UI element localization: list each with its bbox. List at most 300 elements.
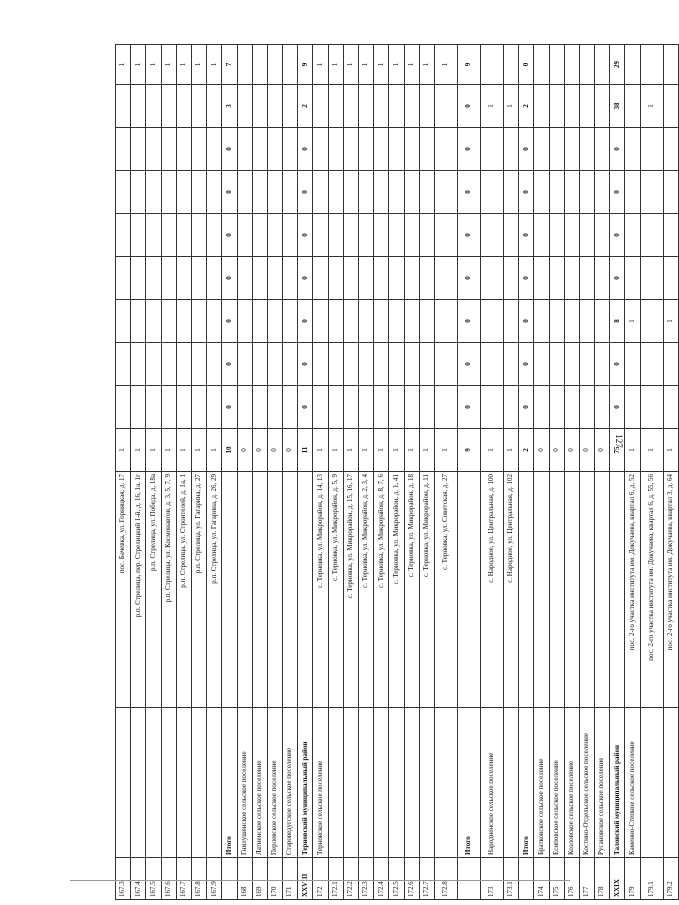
table-row	[564, 45, 579, 900]
table-row	[503, 45, 518, 900]
value-cell: 1	[343, 45, 358, 85]
value-cell	[359, 343, 374, 386]
value-cell	[595, 257, 610, 300]
value-cell: 0	[610, 214, 625, 257]
value-cell	[328, 386, 343, 429]
value-cell	[146, 85, 161, 128]
value-cell	[564, 171, 579, 214]
value-cell	[625, 386, 640, 429]
value-cell	[503, 257, 518, 300]
value-cell: 0	[457, 300, 480, 343]
value-cell	[404, 214, 419, 257]
value-cell	[534, 386, 549, 429]
table-row	[207, 45, 222, 900]
value-cell	[503, 386, 518, 429]
address-cell: с. Народное, ул. Центральная, д. 100	[480, 472, 503, 708]
value-cell	[131, 386, 146, 429]
value-cell: 0	[222, 128, 237, 171]
value-cell	[549, 128, 564, 171]
value-cell	[176, 300, 191, 343]
value-cell: 1	[404, 429, 419, 472]
table-row	[116, 45, 131, 900]
value-cell	[161, 257, 176, 300]
row-number-cell: 167.6	[161, 858, 176, 900]
value-cell: 3	[222, 85, 237, 128]
value-cell	[549, 45, 564, 85]
row-number-cell: XXVIII	[298, 858, 313, 900]
settlement-name-cell: Каменно-Степное сельское поселение	[625, 708, 640, 858]
value-cell	[313, 171, 328, 214]
value-cell	[625, 45, 640, 85]
address-cell: р.п. Стрелица, пер. Стрелицкий 1-й, д. 16, 1а, 1г	[131, 472, 146, 708]
value-cell: 0	[298, 386, 313, 429]
settlement-name-cell	[419, 708, 434, 858]
address-cell	[267, 472, 282, 708]
value-cell	[434, 85, 457, 128]
value-cell: 1	[131, 45, 146, 85]
value-cell	[146, 386, 161, 429]
value-cell	[343, 128, 358, 171]
value-cell	[595, 386, 610, 429]
value-cell	[116, 214, 131, 257]
table-row	[343, 45, 358, 900]
value-cell	[579, 128, 594, 171]
housing-table	[115, 44, 679, 900]
value-cell	[267, 386, 282, 429]
value-cell: 1	[359, 45, 374, 85]
value-cell	[343, 343, 358, 386]
value-cell: 1	[313, 429, 328, 472]
value-cell	[313, 257, 328, 300]
row-number-cell: 173.1	[503, 858, 518, 900]
value-cell	[343, 386, 358, 429]
row-number-cell: 172.7	[419, 858, 434, 900]
row-number-cell: 178	[595, 858, 610, 900]
value-cell	[579, 214, 594, 257]
value-cell: 2	[519, 429, 534, 472]
settlement-name-cell	[434, 708, 457, 858]
address-cell	[298, 472, 313, 708]
value-cell: 1	[191, 45, 206, 85]
address-cell	[222, 472, 237, 708]
settlement-name-cell	[663, 708, 678, 858]
value-cell: 0	[237, 429, 252, 472]
value-cell	[419, 300, 434, 343]
value-cell	[595, 171, 610, 214]
address-cell: р.п. Стрелица, ул. Победа, д. 18а	[146, 472, 161, 708]
value-cell: 0	[457, 257, 480, 300]
value-cell	[161, 214, 176, 257]
value-cell	[549, 257, 564, 300]
table-row	[252, 45, 267, 900]
value-cell	[146, 300, 161, 343]
value-cell: 1	[434, 45, 457, 85]
row-number-cell: 175	[549, 858, 564, 900]
value-cell: 1	[176, 45, 191, 85]
settlement-name-cell	[328, 708, 343, 858]
address-cell	[519, 472, 534, 708]
value-cell: 0	[222, 214, 237, 257]
value-cell	[191, 300, 206, 343]
value-cell	[640, 343, 663, 386]
value-cell	[663, 386, 678, 429]
value-cell: 1	[343, 429, 358, 472]
value-cell	[207, 85, 222, 128]
table-row	[298, 45, 313, 900]
value-cell	[549, 85, 564, 128]
value-cell	[579, 85, 594, 128]
value-cell	[328, 171, 343, 214]
value-cell	[374, 343, 389, 386]
value-cell	[131, 300, 146, 343]
value-cell	[176, 214, 191, 257]
page-number: 127	[614, 434, 624, 448]
value-cell: 1	[161, 429, 176, 472]
value-cell: 1	[419, 45, 434, 85]
settlement-name-cell: Таловский муниципальный район	[610, 708, 625, 858]
value-cell: 1	[207, 45, 222, 85]
value-cell	[625, 128, 640, 171]
table-row	[267, 45, 282, 900]
settlement-name-cell: Терновское сельское поселение	[313, 708, 328, 858]
value-cell	[434, 128, 457, 171]
value-cell	[625, 214, 640, 257]
row-number-cell: 172.4	[374, 858, 389, 900]
value-cell	[434, 300, 457, 343]
value-cell	[434, 257, 457, 300]
value-cell	[663, 128, 678, 171]
value-cell	[328, 343, 343, 386]
value-cell	[191, 85, 206, 128]
settlement-name-cell	[176, 708, 191, 858]
value-cell: 1	[389, 45, 404, 85]
value-cell	[237, 386, 252, 429]
value-cell	[434, 343, 457, 386]
row-number-cell: 173	[480, 858, 503, 900]
value-cell: 0	[457, 343, 480, 386]
value-cell	[434, 214, 457, 257]
value-cell	[419, 257, 434, 300]
value-cell	[503, 45, 518, 85]
address-cell	[283, 472, 298, 708]
value-cell	[283, 300, 298, 343]
settlement-name-cell: Староведугское сельское поселение	[283, 708, 298, 858]
value-cell: 0	[610, 386, 625, 429]
value-cell	[534, 45, 549, 85]
value-cell	[640, 300, 663, 343]
value-cell	[191, 257, 206, 300]
settlement-name-cell: Народненское сельское поселение	[480, 708, 503, 858]
value-cell: 1	[313, 45, 328, 85]
value-cell	[549, 171, 564, 214]
value-cell	[161, 128, 176, 171]
value-cell	[564, 45, 579, 85]
address-cell	[534, 472, 549, 708]
value-cell	[359, 85, 374, 128]
value-cell	[579, 171, 594, 214]
value-cell	[534, 85, 549, 128]
value-cell	[564, 386, 579, 429]
value-cell	[343, 214, 358, 257]
value-cell: 0	[222, 386, 237, 429]
settlement-name-cell: Братковское сельское поселение	[534, 708, 549, 858]
table-row	[519, 45, 534, 900]
value-cell: 1	[116, 429, 131, 472]
value-cell	[579, 257, 594, 300]
settlement-name-cell	[131, 708, 146, 858]
value-cell: 1	[146, 45, 161, 85]
address-cell: с. Терновка, ул. Советская, д. 27	[434, 472, 457, 708]
value-cell	[579, 343, 594, 386]
footer-rule	[70, 880, 570, 882]
value-cell: 1	[176, 429, 191, 472]
settlement-name-cell	[207, 708, 222, 858]
value-cell	[237, 214, 252, 257]
value-cell: 2	[519, 85, 534, 128]
settlement-name-cell	[359, 708, 374, 858]
settlement-name-cell	[116, 708, 131, 858]
value-cell	[359, 300, 374, 343]
value-cell	[374, 300, 389, 343]
value-cell: 0	[519, 214, 534, 257]
value-cell	[283, 214, 298, 257]
value-cell: 0	[298, 300, 313, 343]
value-cell	[176, 171, 191, 214]
value-cell	[191, 171, 206, 214]
value-cell	[389, 300, 404, 343]
value-cell	[389, 85, 404, 128]
table-row	[237, 45, 252, 900]
address-cell: с. Терновка, ул. Микрорайон, д. 11	[419, 472, 434, 708]
address-cell	[564, 472, 579, 708]
value-cell: 9	[457, 45, 480, 85]
value-cell: 1	[116, 45, 131, 85]
value-cell	[374, 257, 389, 300]
value-cell	[625, 257, 640, 300]
address-cell: пос. Бачевка, ул. Горняцкая, д. 17	[116, 472, 131, 708]
address-cell: р.п. Стрелица, ул. Строителей, д. 1а, 1	[176, 472, 191, 708]
value-cell: 1	[503, 429, 518, 472]
address-cell: пос. 2-го участка института им. Докучаева, квартал 6, д. 52	[625, 472, 640, 708]
value-cell	[480, 214, 503, 257]
value-cell	[549, 300, 564, 343]
value-cell	[267, 257, 282, 300]
value-cell	[116, 343, 131, 386]
table-row	[328, 45, 343, 900]
address-cell: р.п. Стрелица, ул. Гагарина, д. 27	[191, 472, 206, 708]
value-cell	[207, 128, 222, 171]
value-cell	[267, 300, 282, 343]
row-number-cell: 174	[534, 858, 549, 900]
address-cell: с. Терновка, ул. Микрорайон, д. 2, 3, 4	[359, 472, 374, 708]
value-cell: 0	[283, 429, 298, 472]
value-cell	[595, 214, 610, 257]
value-cell	[374, 171, 389, 214]
value-cell: 0	[222, 171, 237, 214]
value-cell: 0	[519, 386, 534, 429]
value-cell	[237, 85, 252, 128]
value-cell: 1	[207, 429, 222, 472]
address-cell: пос. 2-го участка института им. Докучаева, квартал 6, д. 55, 56	[640, 472, 663, 708]
row-number-cell: 179.2	[663, 858, 678, 900]
value-cell	[434, 386, 457, 429]
settlement-name-cell: Терновский муниципальный район	[298, 708, 313, 858]
value-cell	[480, 257, 503, 300]
value-cell	[267, 171, 282, 214]
value-cell	[252, 45, 267, 85]
value-cell: 1	[389, 429, 404, 472]
table-row	[161, 45, 176, 900]
value-cell	[283, 386, 298, 429]
value-cell	[640, 171, 663, 214]
settlement-name-cell	[146, 708, 161, 858]
settlement-name-cell	[343, 708, 358, 858]
table-row	[480, 45, 503, 900]
value-cell: 0	[252, 429, 267, 472]
value-cell	[663, 45, 678, 85]
table-row	[146, 45, 161, 900]
table-row	[222, 45, 237, 900]
table-row	[283, 45, 298, 900]
value-cell: 0	[222, 300, 237, 343]
settlement-name-cell	[161, 708, 176, 858]
value-cell	[595, 343, 610, 386]
value-cell	[480, 128, 503, 171]
value-cell: 9	[298, 45, 313, 85]
value-cell	[161, 85, 176, 128]
value-cell	[404, 85, 419, 128]
value-cell	[359, 386, 374, 429]
address-cell	[457, 472, 480, 708]
value-cell	[313, 214, 328, 257]
value-cell	[207, 343, 222, 386]
value-cell	[595, 128, 610, 171]
value-cell: 1	[480, 429, 503, 472]
value-cell	[480, 386, 503, 429]
address-cell	[252, 472, 267, 708]
value-cell: 1	[359, 429, 374, 472]
row-number-cell: 172.3	[359, 858, 374, 900]
value-cell	[419, 386, 434, 429]
value-cell	[176, 386, 191, 429]
value-cell	[237, 128, 252, 171]
address-cell: с. Терновка, ул. Микрорайон, д. 14, 13	[313, 472, 328, 708]
settlement-name-cell	[503, 708, 518, 858]
value-cell: 0	[519, 300, 534, 343]
value-cell	[640, 386, 663, 429]
table-row	[176, 45, 191, 900]
value-cell	[146, 257, 161, 300]
value-cell	[374, 386, 389, 429]
row-number-cell: 172.8	[434, 858, 457, 900]
value-cell	[343, 85, 358, 128]
value-cell: 1	[625, 429, 640, 472]
row-number-cell: 171	[283, 858, 298, 900]
value-cell: 0	[457, 386, 480, 429]
value-cell	[625, 343, 640, 386]
value-cell	[176, 128, 191, 171]
settlement-name-cell: Латненское сельское поселение	[252, 708, 267, 858]
value-cell	[503, 128, 518, 171]
value-cell	[283, 343, 298, 386]
settlement-name-cell: Итого	[457, 708, 480, 858]
value-cell	[534, 343, 549, 386]
row-number-cell	[222, 858, 237, 900]
value-cell	[343, 300, 358, 343]
value-cell: 1	[480, 85, 503, 128]
value-cell	[419, 343, 434, 386]
value-cell	[404, 343, 419, 386]
table-row	[457, 45, 480, 900]
settlement-name-cell: Есиповское сельское поселение	[549, 708, 564, 858]
value-cell	[374, 214, 389, 257]
value-cell	[131, 214, 146, 257]
settlement-name-cell: Перлевское сельское поселение	[267, 708, 282, 858]
value-cell	[191, 128, 206, 171]
value-cell	[640, 214, 663, 257]
value-cell	[267, 214, 282, 257]
value-cell: 0	[298, 257, 313, 300]
value-cell: 0	[564, 429, 579, 472]
table-row	[625, 45, 640, 900]
value-cell: 0	[595, 429, 610, 472]
value-cell	[663, 214, 678, 257]
value-cell: 1	[374, 429, 389, 472]
value-cell	[564, 343, 579, 386]
value-cell	[313, 85, 328, 128]
value-cell	[663, 257, 678, 300]
value-cell	[252, 257, 267, 300]
address-cell: с. Терновка, ул. Микрорайон, д. 8, 7, 6	[374, 472, 389, 708]
value-cell	[564, 85, 579, 128]
value-cell	[389, 171, 404, 214]
value-cell: 0	[298, 171, 313, 214]
row-number-cell: 167.4	[131, 858, 146, 900]
value-cell: 0	[519, 343, 534, 386]
value-cell: 7	[222, 45, 237, 85]
address-cell: с. Терновка, ул. Микрорайон, д. 1, 41	[389, 472, 404, 708]
row-number-cell: 167.5	[146, 858, 161, 900]
value-cell	[176, 257, 191, 300]
address-cell: р.п. Стрелица, ул. Космонавтов, д. 3, 5, 7, 9	[161, 472, 176, 708]
value-cell	[237, 257, 252, 300]
value-cell	[161, 300, 176, 343]
value-cell	[404, 386, 419, 429]
row-number-cell: 168	[237, 858, 252, 900]
value-cell: 0	[457, 171, 480, 214]
value-cell: 1	[374, 45, 389, 85]
address-cell: с. Народное, ул. Центральная, д. 102	[503, 472, 518, 708]
value-cell	[579, 386, 594, 429]
table-row	[434, 45, 457, 900]
value-cell	[480, 300, 503, 343]
row-number-cell: 177	[579, 858, 594, 900]
value-cell: 0	[519, 257, 534, 300]
value-cell	[663, 171, 678, 214]
value-cell	[328, 214, 343, 257]
row-number-cell: XXIX	[610, 858, 625, 900]
value-cell	[207, 214, 222, 257]
value-cell	[343, 257, 358, 300]
value-cell	[237, 171, 252, 214]
value-cell	[207, 257, 222, 300]
value-cell	[146, 128, 161, 171]
value-cell: 1	[625, 300, 640, 343]
value-cell: 0	[457, 85, 480, 128]
value-cell	[313, 300, 328, 343]
value-cell	[283, 85, 298, 128]
value-cell: 0	[298, 214, 313, 257]
